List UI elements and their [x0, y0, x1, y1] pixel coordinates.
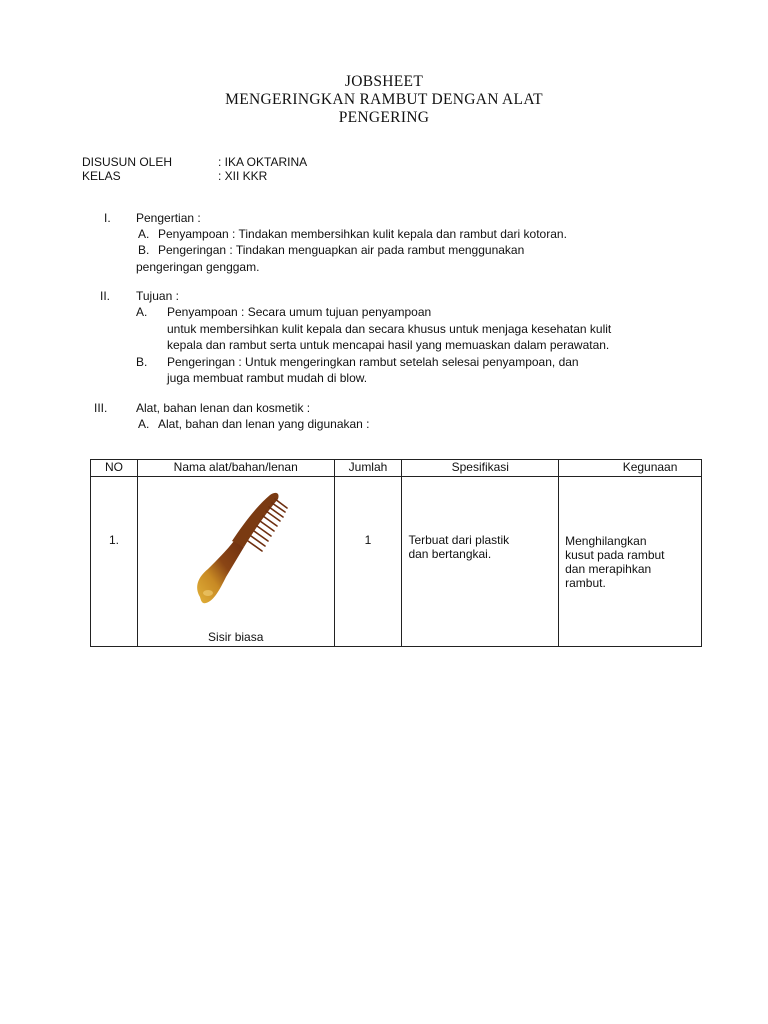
section-1-b-label: B. — [138, 243, 150, 257]
section-1-title: Pengertian : — [136, 211, 201, 225]
row-use-line-1: Menghilangkan — [565, 534, 647, 548]
item-name-label: Sisir biasa — [208, 630, 264, 644]
section-1-b-text: Pengeringan : Tindakan menguapkan air pada rambut menggunakan — [158, 243, 525, 257]
row-spec-line-1: Terbuat dari plastik — [408, 533, 510, 547]
section-3-number: III. — [94, 401, 108, 415]
header-name: Nama alat/bahan/lenan — [137, 460, 334, 477]
row-spec-cell — [402, 477, 559, 647]
section-1-a-label: A. — [138, 227, 150, 241]
doc-title-line-3: PENGERING — [338, 109, 430, 126]
section-2-b-text: Pengeringan : Untuk mengeringkan rambut setelah selesai penyampoan, dan — [167, 355, 579, 369]
doc-title-line-2: MENGERINGKAN RAMBUT DENGAN ALAT — [225, 91, 543, 108]
class-value: : XII KKR — [218, 169, 268, 183]
section-2-number: II. — [100, 289, 111, 303]
row-use-line-2: kusut pada rambut — [565, 548, 665, 562]
header-no: NO — [91, 460, 138, 477]
section-1-b-continuation: pengeringan genggam. — [136, 260, 260, 274]
author-label: DISUSUN OLEH — [82, 155, 173, 169]
section-2-b-continuation: juga membuat rambut mudah di blow. — [167, 371, 368, 385]
row-name-cell — [137, 477, 334, 647]
row-qty-cell — [334, 477, 402, 647]
table-header-row — [91, 460, 702, 477]
section-2-a-text: Penyampoan : Secara umum tujuan penyampoan — [167, 305, 432, 319]
author-value: : IKA OKTARINA — [218, 155, 308, 169]
section-2-b-label: B. — [136, 355, 148, 369]
row-spec-line-2: dan bertangkai. — [408, 547, 492, 561]
section-2-a-continuation-2: kepala dan rambut serta untuk mencapai hasil yang memuaskan dalam perawatan. — [167, 338, 610, 352]
section-1-number: I. — [104, 211, 111, 225]
row-qty: 1 — [364, 533, 372, 547]
section-2-a-continuation-1: untuk membersihkan kulit kepala dan secara khusus untuk menjaga kesehatan kulit — [167, 322, 612, 336]
equipment-table — [90, 459, 702, 647]
doc-title-line-1: JOBSHEET — [344, 73, 424, 90]
header-qty: Jumlah — [334, 460, 402, 477]
row-use-line-3: dan merapihkan — [565, 562, 652, 576]
comb-image — [192, 485, 292, 607]
header-spec: Spesifikasi — [402, 460, 559, 477]
row-no: 1. — [108, 533, 119, 547]
section-2-title: Tujuan : — [136, 289, 179, 303]
table-row — [91, 477, 702, 647]
row-use-cell — [559, 477, 702, 647]
section-3-a-label: A. — [138, 417, 150, 431]
section-3-title: Alat, bahan lenan dan kosmetik : — [136, 401, 311, 415]
row-use-line-4: rambut. — [565, 576, 606, 590]
section-2-a-label: A. — [136, 305, 148, 319]
section-3-a-text: Alat, bahan dan lenan yang digunakan : — [158, 417, 370, 431]
header-use: Kegunaan — [559, 460, 702, 477]
section-1-a-text: Penyampoan : Tindakan membersihkan kulit kepala dan rambut dari kotoran. — [158, 227, 567, 241]
row-no-cell — [91, 477, 138, 647]
class-label: KELAS — [82, 169, 121, 183]
